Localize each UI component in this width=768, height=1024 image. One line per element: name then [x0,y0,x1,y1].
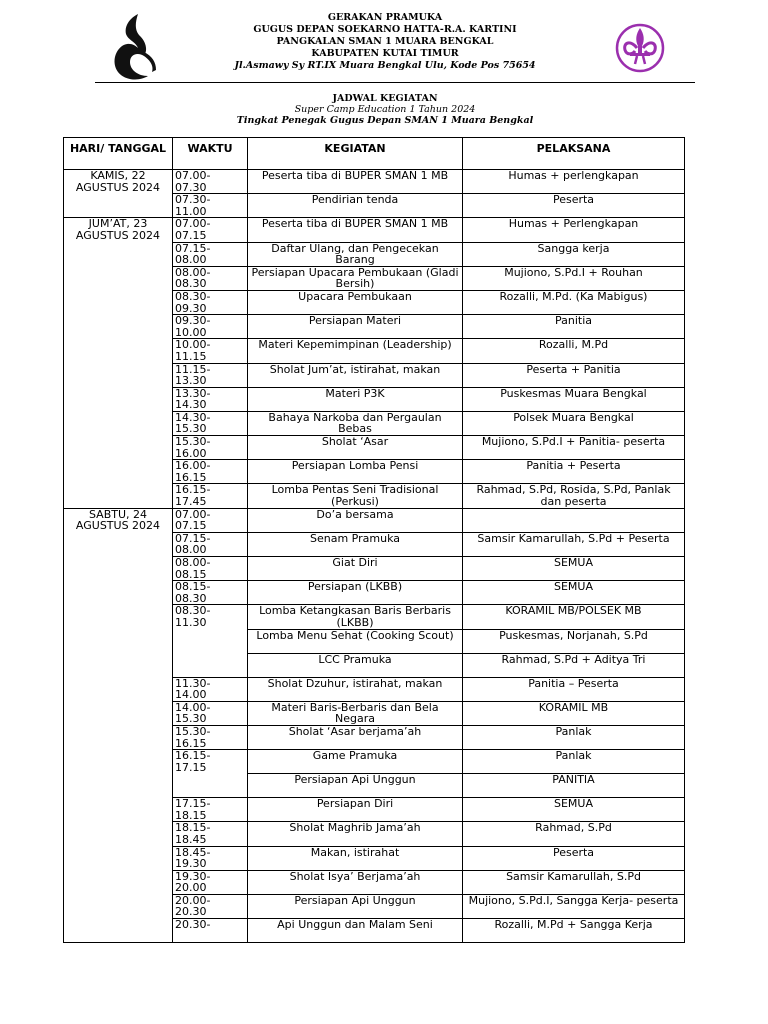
activity-cell: Sholat Maghrib Jama’ah [248,822,463,846]
day-cell: JUM’AT, 23 AGUSTUS 2024 [64,218,173,508]
time-cell: 07.00- 07.30 [173,170,248,194]
pelaksana-cell: Peserta [463,846,685,870]
table-header-row [64,138,685,170]
table-row [64,218,685,242]
activity-cell: Persiapan (LKBB) [248,581,463,605]
letterhead-line-3: PANGKALAN SMAN 1 MUARA BENGKAL [276,36,494,47]
activity-cell: Persiapan Materi [248,315,463,339]
schedule-body [64,170,685,943]
document-title-block [150,93,620,126]
activity-cell: Lomba Menu Sehat (Cooking Scout) [248,629,463,653]
time-cell: 14.00- 15.30 [173,701,248,725]
pelaksana-cell: KORAMIL MB [463,701,685,725]
activity-cell: Lomba Pentas Seni Tradisional (Perkusi) [248,484,463,508]
activity-cell: Materi Kepemimpinan (Leadership) [248,339,463,363]
pelaksana-cell: Panitia + Peserta [463,460,685,484]
activity-cell: Bahaya Narkoba dan Pergaulan Bebas [248,411,463,435]
activity-cell: Pendirian tenda [248,194,463,218]
pelaksana-cell: KORAMIL MB/POLSEK MB [463,605,685,629]
time-cell: 14.30- 15.30 [173,411,248,435]
pelaksana-cell: Humas + Perlengkapan [463,218,685,242]
pelaksana-cell: SEMUA [463,798,685,822]
pelaksana-cell: Puskesmas Muara Bengkal [463,387,685,411]
time-cell: 18.15- 18.45 [173,822,248,846]
activity-cell: Peserta tiba di BUPER SMAN 1 MB [248,218,463,242]
activity-cell: Daftar Ulang, dan Pengecekan Barang [248,242,463,266]
pelaksana-cell: PANITIA [463,774,685,798]
pelaksana-cell: Mujiono, S.Pd.I + Panitia- peserta [463,436,685,460]
document-subtitle-2: Tingkat Penegak Gugus Depan SMAN 1 Muara Bengkal [236,115,534,126]
activity-cell: Sholat ‘Asar [248,436,463,460]
activity-cell: Materi Baris-Berbaris dan Bela Negara [248,701,463,725]
letterhead-address: Jl.Asmawy Sy RT.IX Muara Bengkal Ulu, Kode Pos 75654 [234,60,536,71]
pelaksana-cell: Rahmad, S.Pd + Aditya Tri [463,653,685,677]
column-header-pelaksana: PELAKSANA [463,138,685,170]
table-row [64,170,685,194]
pelaksana-cell: Panitia [463,315,685,339]
time-cell: 20.00- 20.30 [173,894,248,918]
activity-cell: Materi P3K [248,387,463,411]
pelaksana-cell: Samsir Kamarullah, S.Pd + Peserta [463,532,685,556]
activity-cell: Game Pramuka [248,750,463,774]
time-cell: 13.30- 14.30 [173,387,248,411]
time-cell: 07.00- 07.15 [173,508,248,532]
time-cell: 07.00- 07.15 [173,218,248,242]
time-cell: 16.00- 16.15 [173,460,248,484]
time-cell: 16.15- 17.15 [173,750,248,798]
pelaksana-cell: Peserta + Panitia [463,363,685,387]
document-subtitle [150,104,620,115]
pelaksana-cell: SEMUA [463,581,685,605]
letterhead-divider [95,82,695,83]
time-cell: 08.30- 11.30 [173,605,248,677]
column-header-day: HARI/ TANGGAL [64,138,173,170]
pelaksana-cell: Sangga kerja [463,242,685,266]
activity-cell: Giat Diri [248,557,463,581]
activity-cell: Senam Pramuka [248,532,463,556]
subtitle-prefix: Super Camp [294,104,355,115]
time-cell: 08.00- 08.30 [173,266,248,290]
activity-cell: Persiapan Api Unggun [248,894,463,918]
activity-cell: Persiapan Diri [248,798,463,822]
schedule-table [63,137,685,943]
activity-cell: Lomba Ketangkasan Baris Berbaris (LKBB) [248,605,463,629]
time-cell: 08.15- 08.30 [173,581,248,605]
pelaksana-cell: Humas + perlengkapan [463,170,685,194]
day-cell: SABTU, 24 AGUSTUS 2024 [64,508,173,942]
letterhead [200,12,570,72]
pelaksana-cell: Rozalli, M.Pd. (Ka Mabigus) [463,290,685,314]
scout-fleur-de-lis-icon [615,20,665,76]
activity-cell: Persiapan Api Unggun [248,774,463,798]
pelaksana-cell: Panitia – Peserta [463,677,685,701]
activity-cell: LCC Pramuka [248,653,463,677]
tunas-kelapa-icon [108,12,158,82]
time-cell: 08.00- 08.15 [173,557,248,581]
activity-cell: Sholat Jum’at, istirahat, makan [248,363,463,387]
time-cell: 07.15- 08.00 [173,532,248,556]
time-cell: 08.30- 09.30 [173,290,248,314]
time-cell: 11.15- 13.30 [173,363,248,387]
time-cell: 15.30- 16.00 [173,436,248,460]
activity-cell: Persiapan Lomba Pensi [248,460,463,484]
pelaksana-cell: Mujiono, S.Pd.I + Rouhan [463,266,685,290]
pelaksana-cell: Polsek Muara Bengkal [463,411,685,435]
time-cell: 07.15- 08.00 [173,242,248,266]
letterhead-line-1: GERAKAN PRAMUKA [327,12,443,23]
table-row [64,508,685,532]
column-header-time: WAKTU [173,138,248,170]
pelaksana-cell [463,508,685,532]
time-cell: 07.30- 11.00 [173,194,248,218]
activity-cell: Sholat Dzuhur, istirahat, makan [248,677,463,701]
column-header-activity: KEGIATAN [248,138,463,170]
time-cell: 20.30- [173,919,248,943]
time-cell: 17.15- 18.15 [173,798,248,822]
pelaksana-cell: Rozalli, M.Pd [463,339,685,363]
pelaksana-cell: SEMUA [463,557,685,581]
subtitle-rest: Education 1 Tahun 2024 [354,104,476,115]
pelaksana-cell: Panlak [463,725,685,749]
time-cell: 15.30- 16.15 [173,725,248,749]
activity-cell: Persiapan Upacara Pembukaan (Gladi Bersih) [248,266,463,290]
document-title: JADWAL KEGIATAN [332,93,438,104]
pelaksana-cell: Rozalli, M.Pd + Sangga Kerja [463,919,685,943]
pelaksana-cell: Rahmad, S.Pd, Rosida, S.Pd, Panlak dan peserta [463,484,685,508]
time-cell: 18.45- 19.30 [173,846,248,870]
activity-cell: Makan, istirahat [248,846,463,870]
pelaksana-cell: Rahmad, S.Pd [463,822,685,846]
pelaksana-cell: Puskesmas, Norjanah, S.Pd [463,629,685,653]
pelaksana-cell: Samsir Kamarullah, S.Pd [463,870,685,894]
time-cell: 16.15- 17.45 [173,484,248,508]
activity-cell: Do’a bersama [248,508,463,532]
time-cell: 19.30- 20.00 [173,870,248,894]
activity-cell: Sholat ‘Asar berjama’ah [248,725,463,749]
letterhead-line-4: KABUPATEN KUTAI TIMUR [311,48,459,59]
time-cell: 11.30- 14.00 [173,677,248,701]
day-cell: KAMIS, 22 AGUSTUS 2024 [64,170,173,218]
time-cell: 10.00- 11.15 [173,339,248,363]
activity-cell: Sholat Isya’ Berjama’ah [248,870,463,894]
letterhead-line-2: GUGUS DEPAN SOEKARNO HATTA-R.A. KARTINI [253,24,517,35]
time-cell: 09.30- 10.00 [173,315,248,339]
activity-cell: Peserta tiba di BUPER SMAN 1 MB [248,170,463,194]
pelaksana-cell: Mujiono, S.Pd.I, Sangga Kerja- peserta [463,894,685,918]
pelaksana-cell: Panlak [463,750,685,774]
pelaksana-cell: Peserta [463,194,685,218]
activity-cell: Upacara Pembukaan [248,290,463,314]
activity-cell: Api Unggun dan Malam Seni [248,919,463,943]
